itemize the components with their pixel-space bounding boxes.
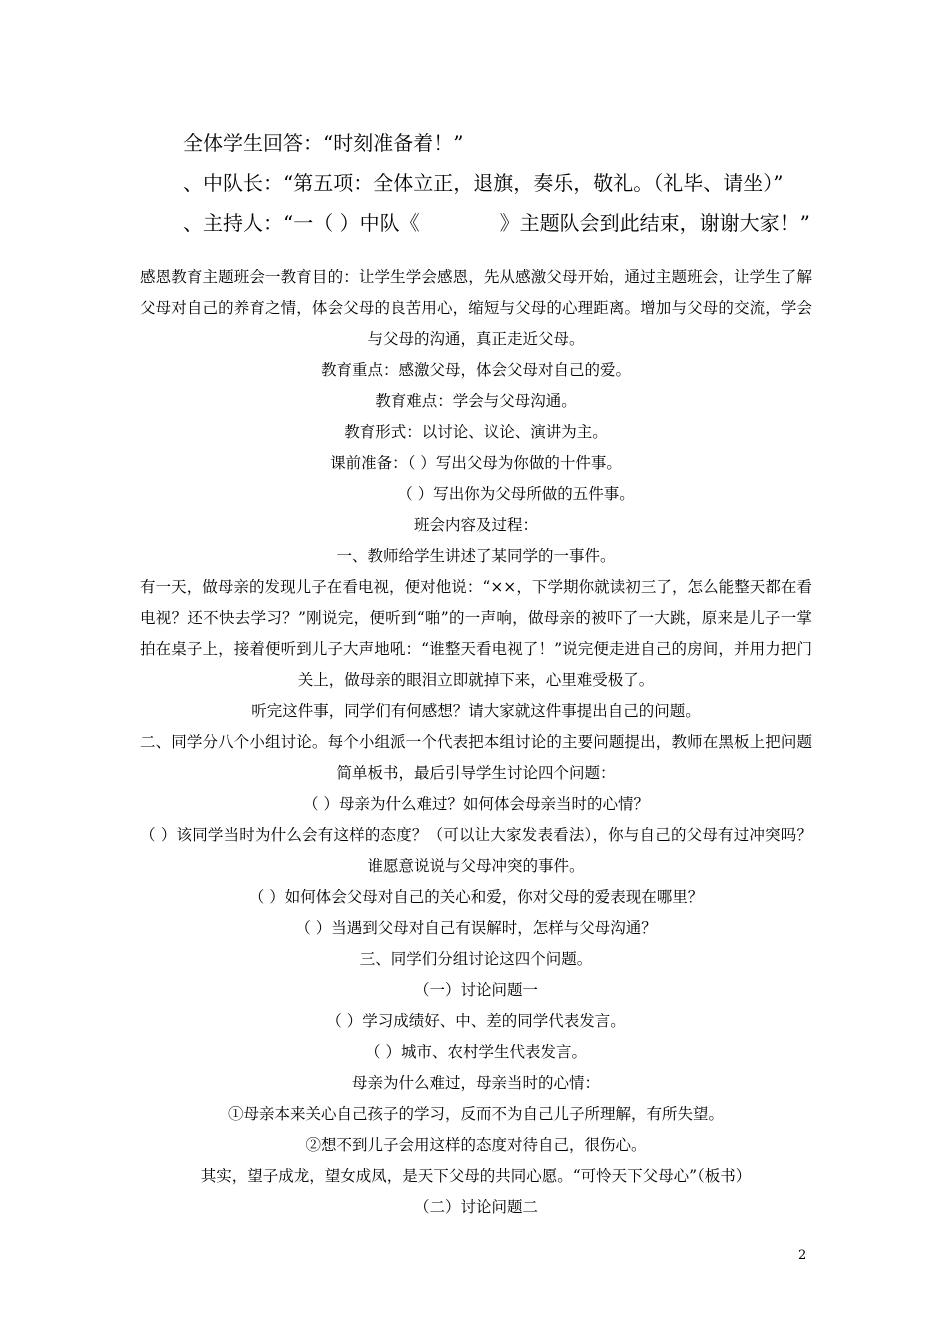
- lesson-plan-body: [140, 262, 812, 1223]
- mother-feelings-title: 母亲为什么难过，母亲当时的心情：: [351, 1074, 600, 1092]
- speaker-group-2: （ ）城市、农村学生代表发言。: [365, 1043, 587, 1061]
- reason-2: ②想不到儿子会用这样的态度对待自己，很伤心。: [305, 1136, 647, 1154]
- story-paragraph: 有一天，做母亲的发现儿子在看电视，便对他说：“××，下学期你就读初三了，怎么能整天都在看电视？还不快去学习？”刚说完，便听到“啪”的一声响，做母亲的被吓了一大跳，原来是儿子一掌拍在桌子上，接着便听到儿子大声地吼：“谁整天看电视了！”说完便走进自己的房间，并用力把门关上，做母亲的眼泪立即就掉下来，心里难受极了。: [140, 578, 812, 689]
- education-goal-paragraph: 感恩教育主题班会一教育目的：让学生学会感恩，先从感激父母开始，通过主题班会，让学生了解父母对自己的养育之情，体会父母的良苦用心，缩短与父母的心理距离。增加与父母的交流，学会与父母的沟通，真正走近父母。: [140, 268, 812, 348]
- page-number: 2: [798, 1248, 807, 1263]
- question-2: （ ）该同学当时为什么会有这样的态度？（可以让大家发表看法），你与自己的父母有过冲突吗？谁愿意说说与父母冲突的事件。: [140, 826, 812, 875]
- section-3-title: 三、同学们分组讨论这四个问题。: [359, 950, 593, 968]
- students-answer-line: 全体学生回答：“时刻准备着！”: [183, 131, 464, 155]
- host-closing-line: 、主持人：“一（ ）中队《 》主题队会到此结束，谢谢大家！”: [183, 211, 810, 235]
- preparation-item-1: 课前准备：（ ）写出父母为你做的十件事。: [330, 454, 622, 472]
- education-form: 教育形式：以讨论、议论、演讲为主。: [344, 423, 608, 441]
- section-2-paragraph: 二、同学分八个小组讨论。每个小组派一个代表把本组讨论的主要问题提出，教师在黑板上把问题简单板书，最后引导学生讨论四个问题：: [140, 733, 812, 782]
- discussion-2-title: （二）讨论问题二: [413, 1198, 538, 1216]
- question-1: （ ）母亲为什么难过？如何体会母亲当时的心情？: [303, 795, 649, 813]
- question-4: （ ）当遇到父母对自己有误解时，怎样与父母沟通？: [295, 919, 657, 937]
- question-3: （ ）如何体会父母对自己的关心和爱，你对父母的爱表现在哪里？: [248, 888, 704, 906]
- speaker-group-1: （ ）学习成绩好、中、差的同学代表发言。: [326, 1012, 626, 1030]
- content-title: 班会内容及过程：: [413, 516, 538, 534]
- education-difficulty: 教育难点：学会与父母沟通。: [375, 392, 577, 410]
- preparation-item-2: （ ）写出你为父母所做的五件事。: [397, 485, 635, 503]
- discussion-1-title: （一）讨论问题一: [413, 981, 538, 999]
- after-story-question: 听完这件事，同学们有何感想？请大家就这件事提出自己的问题。: [251, 702, 701, 720]
- squad-leader-line: 、中队长：“第五项：全体立正，退旗，奏乐，敬礼。（礼毕、请坐）”: [183, 171, 784, 195]
- education-key-point: 教育重点：感激父母，体会父母对自己的爱。: [320, 361, 631, 379]
- reason-1: ①母亲本来关心自己孩子的学习，反而不为自己儿子所理解，有所失望。: [227, 1105, 724, 1123]
- section-1-title: 一、教师给学生讲述了某同学的一事件。: [336, 547, 616, 565]
- summary-line: 其实，望子成龙，望女成凤，是天下父母的共同心愿。“可怜天下父母心”（板书）: [200, 1167, 752, 1185]
